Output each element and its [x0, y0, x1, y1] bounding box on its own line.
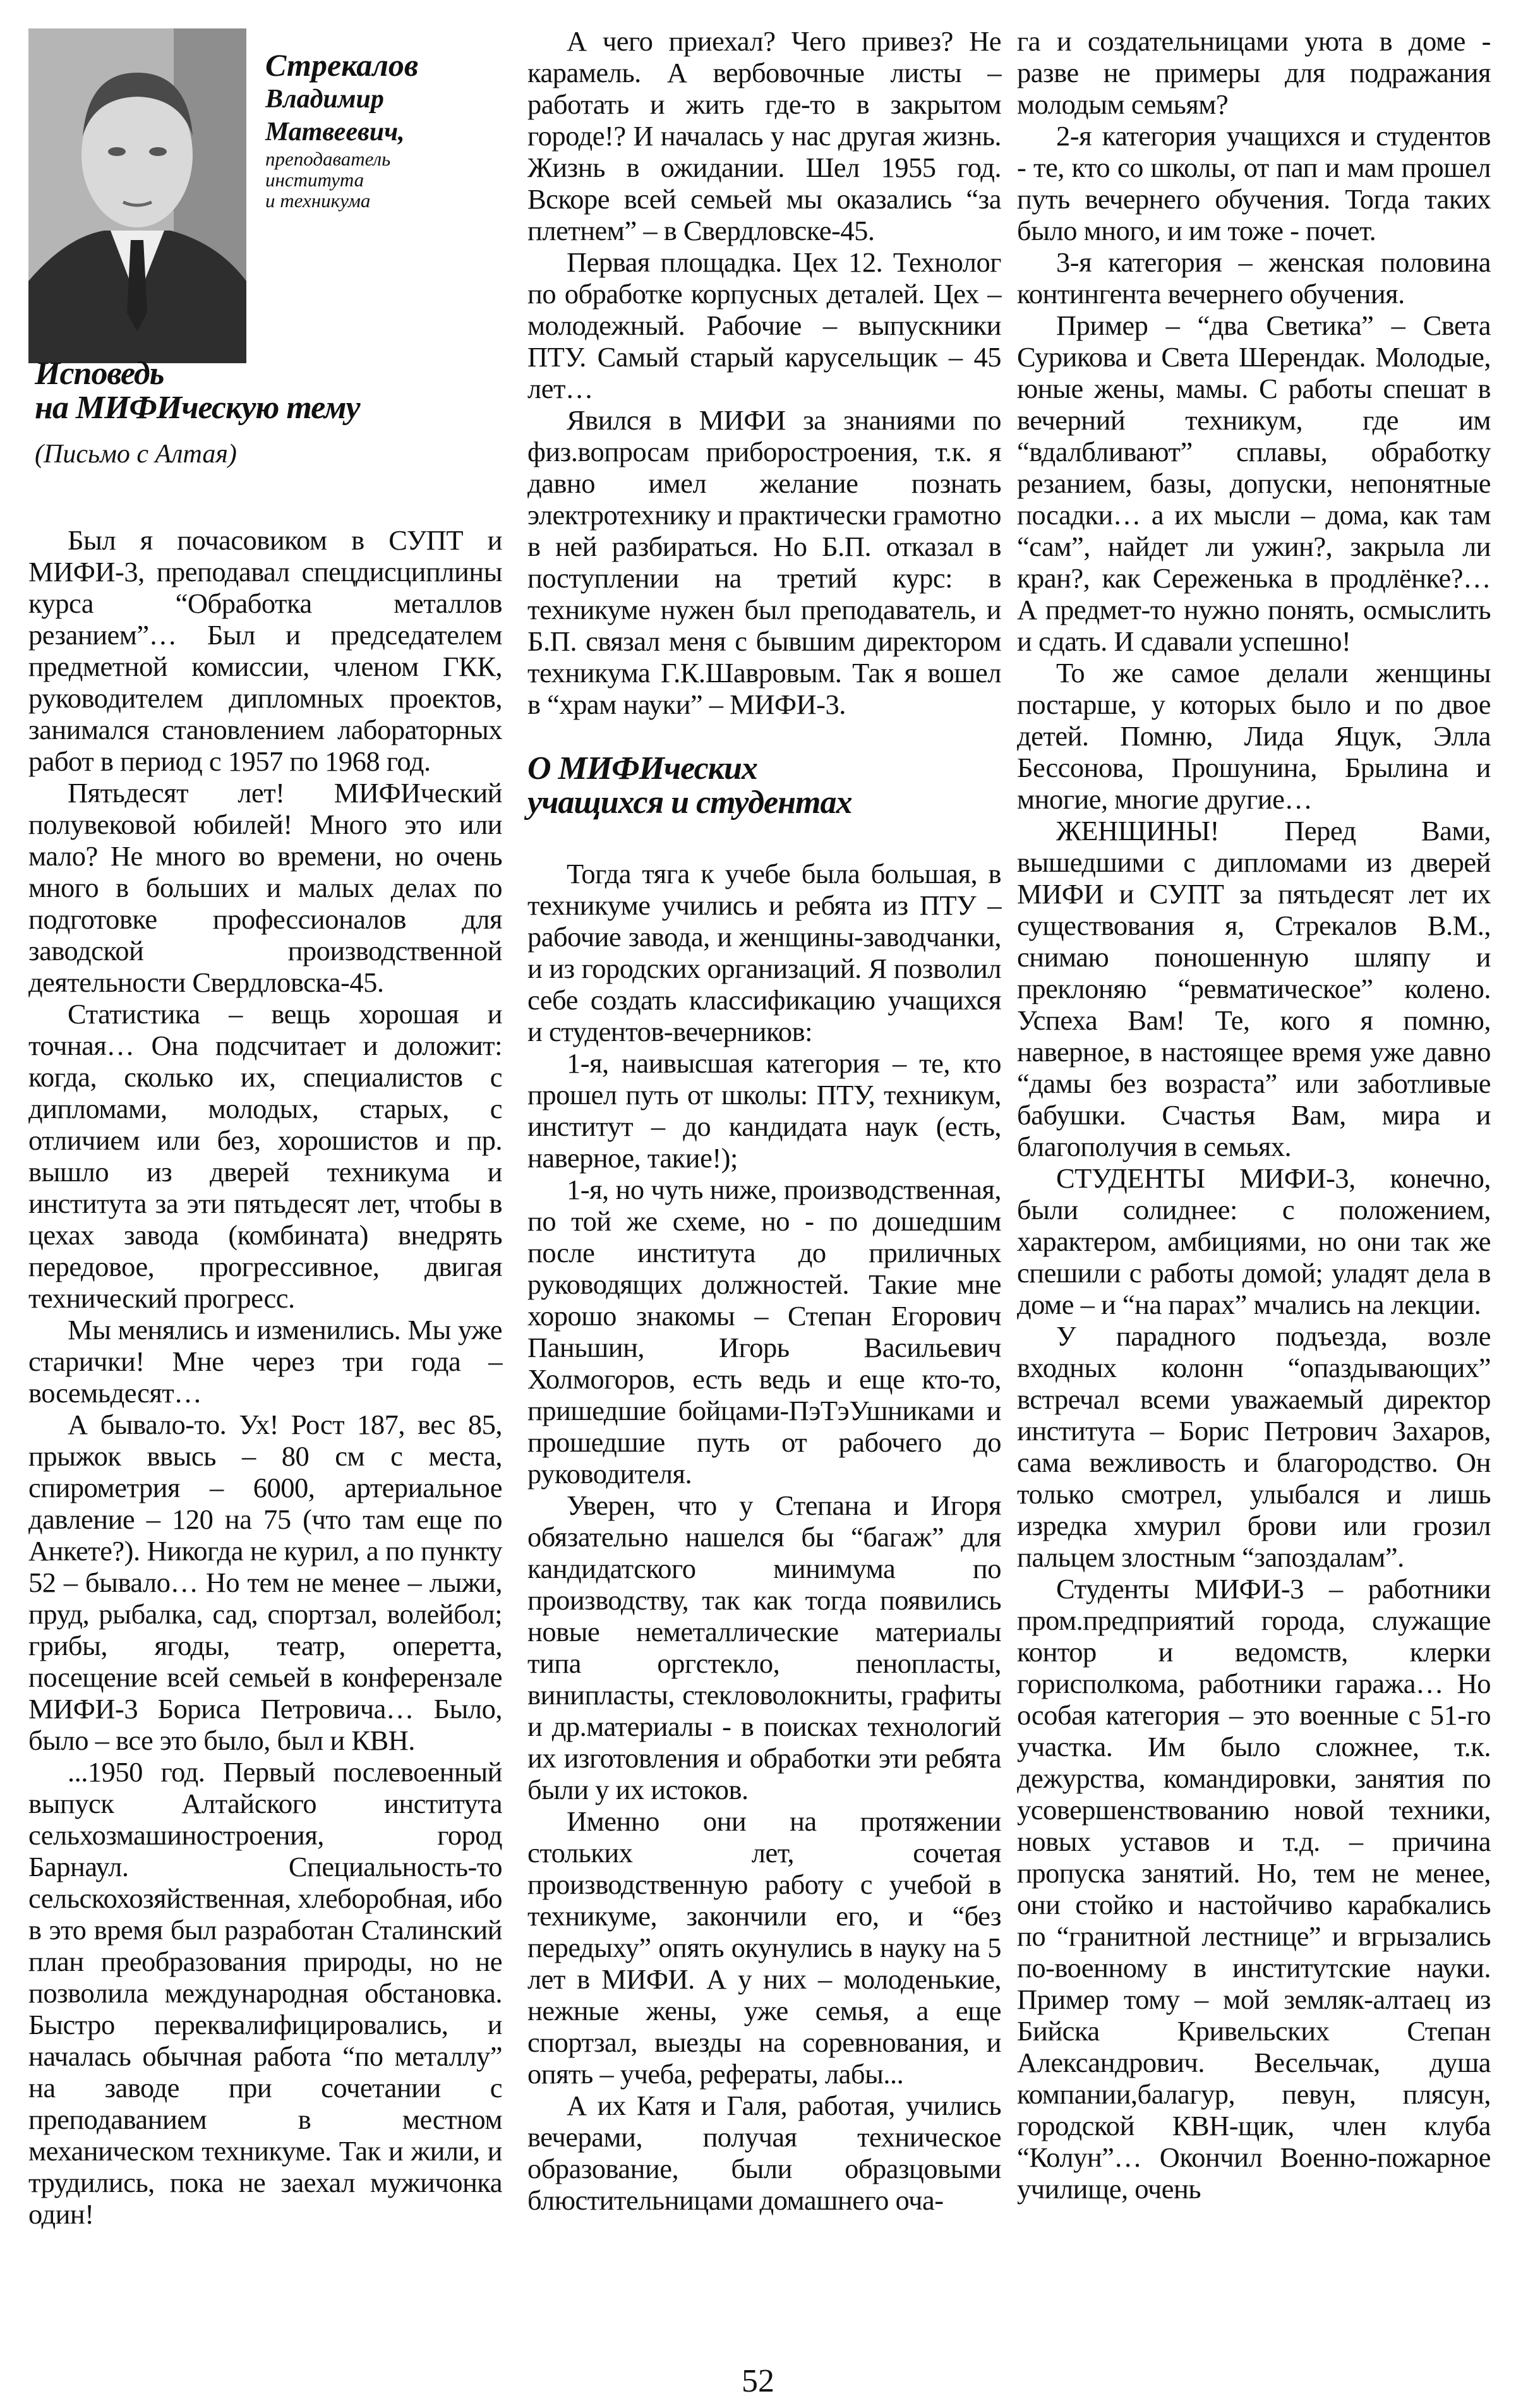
paragraph: Первая площадка. Цех 12. Технолог по обработке корпусных деталей. Цех – молодежный. Рабочие – выпускники ПТУ. Самый старый карусельщик – 45 лет…: [527, 246, 1001, 404]
section-heading: [527, 752, 1001, 820]
column-2: [527, 25, 1001, 2216]
headline-line: Исповедь: [35, 356, 164, 392]
author-role: института: [265, 169, 364, 191]
column-3-body: [1017, 120, 1491, 2205]
paragraph: Статистика – вещь хорошая и точная… Она подсчитает и доложит: когда, сколько их, специалистов с дипломами, молодых, старых, с отличием или без, хорошистов и пр. вышло из дверей техникума и института за эти пятьдесят лет, чтобы в цехах завода (комбината) внедрять передовое, прогрессивное, двигая технический прогресс.: [28, 998, 502, 1314]
column-2-top: [527, 25, 1001, 720]
paragraph: СТУДЕНТЫ МИФИ-3, конечно, были солиднее: с положением, характером, амбициями, но они так же спешили с работы домой; уладят дела в доме – и “на парах” мчались на лекции.: [1017, 1162, 1491, 1320]
author-role: и техникума: [265, 190, 371, 212]
paragraph: Пример – “два Светика” – Света Сурикова и Света Шерендак. Молодые, юные жены, мамы. С работы спешат в вечерний техникум, где им “вдалбливают” сплавы, обработку резанием, базы, допуски, непонятные посадки… а их мысли – дома, как там “сам”, найдет ли ужин?, закрыла ли кран?, как Сереженька в продлёнке?… А предмет-то нужно понять, осмыслить и сдать. И сдавали успешно!: [1017, 310, 1491, 657]
article-subtitle: (Письмо с Алтая): [35, 440, 237, 469]
paragraph: Студенты МИФИ-3 – работники пром.предприятий города, служащие контор и ведомств, клерки горисполкома, работники гаража… Но особая категория – это военные с 51-го участка. Им было сложнее, т.к. дежурства, командировки, занятия по усовершенствованию новой техники, новых уставов и т.д. – причина пропуска занятий. Но, тем не менее, они стойко и настойчиво карабкались по “гранитной лестнице” и вгрызались по-военному в институтские науки. Пример тому – мой земляк-алтаец из Бийска Кривельских Степан Александрович. Весельчак, душа компании,балагур, певун, плясун, городской КВН-щик, член клуба “Колун”… Окончил Военно-пожарное училище, очень: [1017, 1573, 1491, 2205]
author-name: Владимир: [265, 85, 384, 114]
column-1: [28, 524, 502, 2230]
column-3: [1017, 25, 1491, 2205]
paragraph: 1-я, наивысшая категория – те, кто прошел путь от школы: ПТУ, техникум, институт – до кандидата наук (есть, наверное, такие!);: [527, 1047, 1001, 1174]
author-surname: Стрекалов: [265, 47, 419, 83]
author-photo: [28, 28, 246, 363]
paragraph: То же самое делали женщины постарше, у которых было и по двое детей. Помню, Лида Яцук, Элла Бессонова, Прошунина, Брылина и многие, многие другие…: [1017, 657, 1491, 815]
paragraph: Пятьдесят лет! МИФИческий полувековой юбилей! Много это или мало? Не много во времени, но очень много в больших и малых делах по подготовке профессионалов для заводской производственной деятельности Свердловска-45.: [28, 777, 502, 998]
paragraph: Тогда тяга к учебе была большая, в техникуме учились и ребята из ПТУ – рабочие завода, и женщины-заводчанки, и из городских организаций. Я позволил себе создать классификацию учащихся и студентов-вечерников:: [527, 858, 1001, 1047]
paragraph: А бывало-то. Ух! Рост 187, вес 85, прыжок ввысь – 80 см с места, спирометрия – 6000, артериальное давление – 120 на 75 (что там еще по Анкете?). Никогда не курил, а по пункту 52 – бывало… Но тем не менее – лыжи, пруд, рыбалка, сад, спортзал, волейбол; грибы, ягоды, театр, оперетта, посещение всей семьей в конферензале МИФИ-3 Бориса Петровича… Было, было – все это было, был и КВН.: [28, 1409, 502, 1756]
paragraph: У парадного подъезда, возле входных колонн “опаздывающих” встречал всеми уважаемый директор института – Борис Петрович Захаров, сама вежливость и благородство. Он только смотрел, улыбался и лишь изредка хмурил брови или грозил пальцем злостным “запоздалам”.: [1017, 1320, 1491, 1573]
paragraph-continuation: га и создательницами уюта в доме - разве не примеры для подражания молодым семьям?: [1017, 25, 1491, 120]
paragraph: 2-я категория учащихся и студентов - те, кто со школы, от пап и мам прошел путь вечернего обучения. Тогда таких было много, и им тоже - почет.: [1017, 120, 1491, 246]
paragraph: Явился в МИФИ за знаниями по физ.вопросам приборостроения, т.к. я давно имел желание познать электротехнику и практически грамотно в ней разбираться. Но Б.П. отказал в поступлении на третий курс: в техникуме нужен был преподаватель, и Б.П. связал меня с бывшим директором техникума Г.К.Шавровым. Так я вошел в “храм науки” – МИФИ-3.: [527, 404, 1001, 720]
paragraph: ЖЕНЩИНЫ! Перед Вами, вышедшими с дипломами из дверей МИФИ и СУПТ за пятьдесят лет их существования я, Стрекалов В.М., снимаю поношенную шляпу и преклоняю “ревматическое” колено. Успеха Вам! Те, кого я помню, наверное, в настоящее время уже давно “дамы без возраста” или заботливые бабушки. Счастья Вам, мира и благополучия в семьях.: [1017, 815, 1491, 1162]
page-number: 52: [742, 2363, 774, 2399]
paragraph: Был я почасовиком в СУПТ и МИФИ-3, преподавал спецдисциплины курса “Обработка металлов резанием”… Был и председателем предметной комиссии, членом ГКК, руководителем дипломных проектов, занимался становлением лабораторных работ в период с 1957 по 1968 год.: [28, 524, 502, 777]
paragraph: А их Катя и Галя, работая, учились вечерами, получая техническое образование, были образцовыми блюстительницами домашнего оча-: [527, 2090, 1001, 2216]
paragraph: А чего приехал? Чего привез? Не карамель. А вербовочные листы – работать и жить где-то в закрытом городе!? И началась у нас другая жизнь. Жизнь в ожидании. Шел 1955 год. Вскоре всей семьей мы оказались “за плетнем” – в Свердловске-45.: [527, 25, 1001, 246]
author-patronymic: Матвеевич,: [265, 117, 405, 147]
section-heading-line: О МИФИческих: [527, 750, 757, 786]
section-heading-line: учащихся и студентах: [527, 785, 852, 821]
paragraph: Уверен, что у Степана и Игоря обязательно нашелся бы “багаж” для кандидатского минимума по производству, так как тогда появились новые неметаллические материалы типа оргстекло, пенопласты, винипласты, стекловолокниты, графиты и др.материалы - в поисках технологий их изготовления и обработки эти ребята были у их истоков.: [527, 1490, 1001, 1805]
article-headline: [35, 357, 360, 425]
paragraph: 3-я категория – женская половина контингента вечернего обучения.: [1017, 246, 1491, 310]
paragraph: ...1950 год. Первый послевоенный выпуск Алтайского института сельхозмашиностроения, город Барнаул. Специальность-то сельскохозяйственная, хлеборобная, ибо в это время был разработан Сталинский план преобразования природы, но не позволила международная обстановка. Быстро переквалифицировались, и началась обычная работа “по металлу” на заводе при сочетании с преподаванием в местном механическом техникуме. Так и жили, и трудились, пока не заехал мужичонка один!: [28, 1756, 502, 2230]
column-2-bottom: [527, 858, 1001, 2216]
author-caption: [265, 47, 418, 211]
paragraph: 1-я, но чуть ниже, производственная, по той же схеме, но - по дошедшим после института до приличных руководящих должностей. Такие мне хорошо знакомы – Степан Егорович Паньшин, Игорь Васильевич Холмогоров, есть ведь и еще кто-то, пришедшие бойцами-ПэТэУшниками и прошедшие путь от рабочего до руководителя.: [527, 1174, 1001, 1490]
headline-line: на МИФИческую тему: [35, 390, 360, 426]
paragraph: Мы менялись и изменились. Мы уже старички! Мне через три года – восемьдесят…: [28, 1314, 502, 1409]
author-role: преподаватель: [265, 148, 391, 170]
paragraph: Именно они на протяжении стольких лет, сочетая производственную работу с учебой в техникуме, закончили его, и “без передыху” опять окунулись в науку на 5 лет в МИФИ. А у них – молоденькие, нежные жены, уже семья, а еще спортзал, выезды на соревнования, и опять – учеба, рефераты, лабы...: [527, 1805, 1001, 2090]
